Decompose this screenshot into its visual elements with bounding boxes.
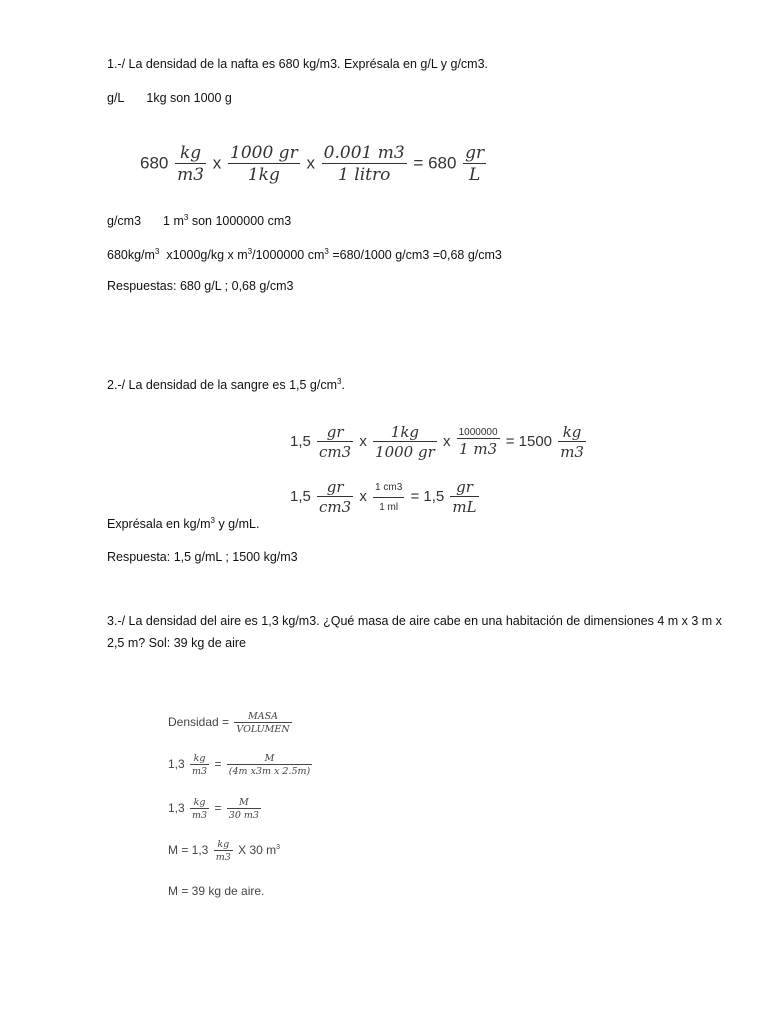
gcm3-note: 1 m	[163, 214, 184, 229]
problem-1-gcm3-line: g/cm3 1 $m^3$ son 1000000 cm3	[107, 213, 292, 229]
problem-3-question-line-2: 2,5 m? Sol: 39 kg de aire	[107, 636, 246, 650]
fraction-1000gr-1kg: $\frac{1000 gr}{1kg}$	[230, 143, 298, 185]
eq-coef: 680	[140, 153, 169, 173]
step-substitution: 1,3 $\frac{kg}{m3}$ = $\frac{M}{\text{(4m x3m x 2.5m)}}$	[168, 753, 311, 777]
problem-1-calculation: $680kg/m^3$ x1000g/kg x $m^3/1000000$ $cm^3 =680/1000$ g/cm3 =0,68 g/cm3	[107, 247, 502, 263]
problem-1-answer: Respuestas: 680 g/L ; 0,68 g/cm3	[107, 279, 294, 293]
problem-1-equation	[140, 143, 488, 185]
times-sign: x	[306, 153, 315, 173]
fraction-gr-L: $\frac{gr}{L}$	[465, 143, 485, 185]
problem-1-question: 1.-/ La densidad de la nafta es 680 kg/m3. Exprésala en g/L y g/cm3.	[107, 57, 489, 71]
gl-label: g/L	[107, 91, 125, 105]
problem-2-question: 2.-/ La densidad de la sangre es 1,5 $g/cm^3$.	[107, 377, 345, 393]
problem-2-equation-1: 1,5 $\frac{gr}{cm3}$ x $\frac{1kg}{1000 gr}$ x $\frac{1000000}{1 m3}$ = 1500 $\frac{kg}{m3}$	[290, 423, 584, 461]
problem-2-answer: Respuesta: 1,5 g/mL ; 1500 kg/m3	[107, 550, 298, 564]
step-volume: 1,3 $\frac{kg}{m3}$ = $\frac{M}{30 m3}$	[168, 797, 259, 821]
step-result: M = 39 kg de aire.	[168, 884, 265, 898]
problem-3-question-line-1: 3.-/ La densidad del aire es 1,3 kg/m3. ¿Qué masa de aire cabe en una habitación de dimensiones 4 m x 3 m x	[107, 614, 722, 628]
step-mass-expression: M = 1,3 $\frac{kg}{m3}$ X 30 $m^3$	[168, 839, 281, 863]
problem-2-express: Exprésala en $kg/m^3$ y g/mL.	[107, 516, 260, 532]
fraction-m3-litro: $\frac{0.001 m3}{\text{1 litro}}$	[323, 143, 405, 185]
problem-2-equation-2: 1,5 $\frac{gr}{cm3}$ x $\frac{1 cm3}{1 ml}$ = 1,5 $\frac{gr}{mL}$	[290, 478, 477, 516]
eq-result: = 680	[413, 153, 457, 173]
fraction-kg-m3: $\frac{kg}{m3}$	[177, 143, 205, 185]
gl-note: 1kg son 1000 g	[146, 91, 232, 105]
times-sign: x	[212, 153, 222, 173]
problem-1-gl-line	[107, 91, 232, 105]
gcm3-label: g/cm3	[107, 214, 142, 229]
step-density-formula: Densidad = $\frac{\text{MASA}}{\text{VOLUMEN}}$	[168, 711, 290, 735]
